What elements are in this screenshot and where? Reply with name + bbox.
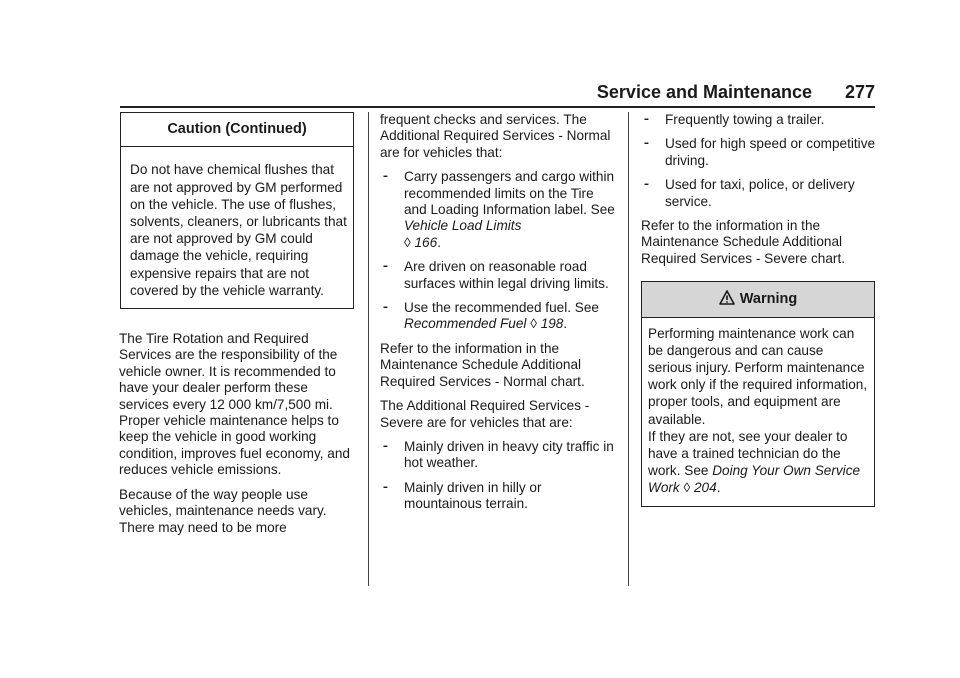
cross-reference-link[interactable]: Vehicle Load Limits — [404, 218, 522, 234]
page-number: 277 — [844, 82, 875, 102]
list-item: ⁃ Used for taxi, police, or delivery service. — [643, 177, 855, 209]
page-ref-icon: ◊ — [530, 316, 537, 332]
bullet-icon: ⁃ — [643, 177, 650, 193]
list-item: ⁃ Carry passengers and cargo within recommended limits on the Tire and Loading Information label. See Vehicle Load Limits ◊ 166. — [382, 169, 615, 250]
list-item: ⁃ Frequently towing a trailer. — [643, 112, 825, 127]
warning-title: Warning — [739, 291, 798, 308]
cross-reference-link[interactable]: Doing Your Own Service Work — [648, 463, 861, 496]
list-item: ⁃ Mainly driven in hilly or mountainous terrain. — [382, 479, 542, 512]
caution-title: Caution (Continued) — [121, 113, 353, 147]
column-divider — [628, 112, 629, 586]
bullet-icon: ⁃ — [382, 479, 389, 495]
warning-triangle-icon — [719, 290, 735, 309]
column-1 — [119, 112, 357, 544]
paragraph: Because of the way people use vehicles, maintenance needs vary. There may need to be more — [119, 486, 327, 535]
warning-box — [641, 281, 875, 506]
cross-reference-link[interactable]: Recommended Fuel — [404, 316, 527, 332]
warning-body: Performing maintenance work can be dangerous and can cause serious injury. Perform maintenance work only if the required information, proper tools, and equipment are available. If they are not, see your dealer to have a trained technician do the work. See Doing Your Own Service Work ◊ 204. — [648, 325, 868, 496]
page-header — [120, 80, 875, 108]
normal-conditions-list — [380, 169, 616, 333]
list-item: ⁃ Used for high speed or competitive driving. — [643, 136, 876, 168]
caution-box — [120, 112, 354, 309]
severe-conditions-list-continued — [641, 112, 877, 210]
paragraph: The Tire Rotation and Required Services are the responsibility of the vehicle owner. It is recommended to have your dealer perform these services every 12 000 km/7,500 mi. Proper vehicle maintenance helps to keep the vehicle in good working condition, improves fuel economy, and reduces vehicle emissions. — [119, 331, 350, 478]
page-ref-icon: ◊ — [404, 234, 411, 250]
bullet-icon: ⁃ — [382, 438, 389, 454]
bullet-icon: ⁃ — [643, 112, 650, 127]
bullet-icon: ⁃ — [643, 136, 650, 152]
column-divider — [368, 112, 369, 586]
section-title: Service and Maintenance — [596, 82, 812, 102]
warning-header — [642, 282, 874, 317]
page-ref-number[interactable]: 198 — [540, 316, 564, 332]
paragraph: The Additional Required Services - Severe are for vehicles that are: — [380, 398, 590, 430]
bullet-icon: ⁃ — [382, 300, 389, 316]
bullet-icon: ⁃ — [382, 169, 389, 185]
paragraph: frequent checks and services. The Additional Required Services - Normal are for vehicles that: — [380, 112, 611, 160]
list-item: ⁃ Use the recommended fuel. See Recommended Fuel ◊ 198. — [382, 300, 599, 332]
bullet-icon: ⁃ — [382, 259, 389, 275]
caution-body: Do not have chemical flushes that are not approved by GM performed on the vehicle. The use of flushes, solvents, cleaners, or lubricants that are not approved by GM could damage the vehicle, requiring expensive repairs that are not covered by the vehicle warranty. — [130, 162, 347, 298]
page-ref-number[interactable]: 166 — [414, 234, 438, 250]
paragraph: Refer to the information in the Maintenance Schedule Additional Required Services - Severe chart. — [641, 218, 845, 266]
column-2 — [380, 112, 616, 521]
list-item: ⁃ Are driven on reasonable road surfaces within legal driving limits. — [382, 259, 609, 291]
page-ref-number[interactable]: 204 — [694, 480, 717, 496]
paragraph: Refer to the information in the Maintenance Schedule Additional Required Services - Normal chart. — [380, 340, 585, 389]
page-ref-icon: ◊ — [683, 480, 691, 496]
severe-conditions-list — [380, 439, 616, 513]
list-item: ⁃ Mainly driven in heavy city traffic in hot weather. — [382, 438, 614, 471]
column-3 — [641, 112, 877, 507]
